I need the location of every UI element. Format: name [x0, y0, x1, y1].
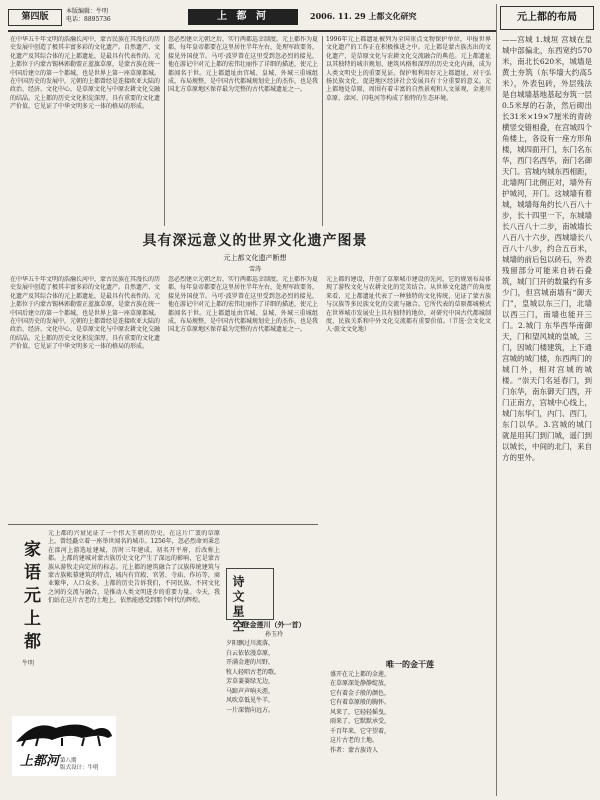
phone-line: 电话：8895736	[66, 16, 111, 23]
article-column-4: 在中华五千年文明的浩瀚长河中，蒙古民族在其漫长的历史发展中创造了极其丰富多彩的文化遗产。自然遗产、文化遗产及其综合体的元上都遗址，是最具有代表性的。元上都位于内蒙古锡林郭勒盟正蓝旗草原，是蒙古族在统一中国后建立的第一个都城，也是世界上第一座草原都城。在中国历史的发展中，元朝的上都曾经是连接欧亚大陆的政治、经济、文化中心，是草原文化与中原农耕文化交融的结晶。元上都的历史文化积淀深厚，具有重要的文化遗产价值，它见证了中华文明多元一体的格局的形成。	[10, 276, 160, 351]
horse-silhouette-icon	[12, 716, 116, 750]
sidebar-title: 元上都的布局	[500, 6, 594, 30]
sidebar-body: ——宫城 1.城垣 宫城在皇城中部偏北，东西宽约570米，南北长620米，城墙是黄土夯筑（东华墙大约高5米），外表包砖，外层残法是自城墙基地基起夯筑一层0.5米厚的石条，然后砌出长31米×19×7厘米的青砖横竖交错相叠，在宫城四个角楼上，各设有一座方形角楼，城四面开门，东门名东华，西门名西华，南门名御天门。宫城内城东西相距，北墙两门北侧正对，墙外有护城河，开门。这城墙有着城，城墙每角约长八百八十步，长十四里一下，东城墙长八百八十二步，南城墙长八百八十六步，西城墙长八百八十八步，约合五百米，城墙的前后包以砖石，外表残留部分可能来自砖石叠筑，城门门开的数量约有多少门，但宫城南墙有“御天门”，皇城以东三门，北墙以西三门，南墙也能开三门。2.城门 东华西华南御天，门和望风城的皇城，三门，因城门楼建筑，上下通宫城的城门楼，东西两门的城门外，相对宫城的城楼。“崇天门名延春门，到门东华，南东御天门西，开门正南方，宫城中心线上，城门东华门，内门、西门，东门以华。3.宫城的城门 就是用其门到门城，遥门到以城长，中间的北门，来自方的里外。	[502, 35, 592, 462]
feature-title: 家语元上都	[20, 540, 40, 655]
poem-2-line: 千百年来，它守望着，	[330, 727, 391, 735]
editor-info	[66, 8, 111, 24]
feature-author: 牛明	[22, 660, 35, 667]
editor-line: 本版编辑：牛明	[66, 8, 109, 15]
article-column-5: 忽必烈建立元朝之后，实行两都巡幸制度。元上都作为夏都，每年皇帝都要在这里居住半年左右，处理军政要务，接见外国使节。马可·波罗曾在这里受到忽必烈的接见，他在游记中对元上都的宏伟壮丽作了详细的描述，使元上都闻名于世。元上都遗址由宫城、皇城、外城三重城组成，布局规整，是中国古代都城规划史上的杰作，也是我国北方草原地区保存最为完整的古代都城遗址之一。	[168, 276, 318, 334]
logo-text: 上都河	[20, 754, 60, 769]
poem-1	[226, 620, 322, 790]
subheadline: 元上都文化遗产断想	[223, 254, 287, 262]
poem-2	[330, 660, 490, 790]
poem-1-line: 开满金莲的川野，	[226, 659, 275, 666]
poem-1-title: 登金莲川（外一首）	[242, 620, 306, 629]
edition-label: 第四版	[8, 9, 62, 26]
article-column-1: 在中华五千年文明的浩瀚长河中，蒙古民族在其漫长的历史发展中创造了极其丰富多彩的文化遗产。自然遗产、文化遗产及其综合体的元上都遗址，是最具有代表性的。元上都位于内蒙古锡林郭勒盟正蓝旗草原，是蒙古族在统一中国后建立的第一个都城，也是世界上第一座草原都城。在中国历史的发展中，元朝的上都曾经是连接欧亚大陆的政治、经济、文化中心，是草原文化与中原农耕文化交融的结晶。元上都的历史文化积淀深厚，具有重要的文化遗产价值，它见证了中华文明多元一体的格局的形成。	[10, 36, 160, 111]
poem-2-title: 唯一的金干莲	[386, 660, 434, 669]
headline: 具有深远意义的世界文化遗产图景	[142, 233, 368, 249]
poem-2-line: 作者：蒙古族诗人	[330, 746, 379, 754]
poem-2-line: 它有着金子般的颜色，	[330, 689, 391, 697]
section-banner: 上 都 河	[188, 9, 298, 25]
issue-number: 第八期	[60, 758, 77, 764]
poem-2-line: 这片古老的土地。	[330, 737, 379, 744]
poem-1-line: 风吹草低见牛羊，	[226, 697, 275, 704]
issue-date: 2006. 11. 29 上都文化研究	[310, 11, 417, 21]
column-divider	[322, 36, 323, 226]
column-divider	[164, 36, 165, 226]
poem-1-line: 一片深情向远方。	[226, 706, 275, 714]
header-rule	[8, 30, 496, 32]
article-column-6: 元上都的建设，开创了草原城市建设的先河，它的规划布局体现了游牧文化与农耕文化的完美结合。从世界文化遗产的角度来看，元上都遗址代表了一种独特的文化传统，见证了蒙古族与汉族等多民族文化的交流与融合。它所代表的草原都城模式在世界城市发展史上具有独特的地位，对研究中国古代都城制度、民族关系和中外文化交流都有重要价值。（节选·会文化文人·旅文文化地）	[326, 276, 491, 334]
designer-credit: 版式设计：牛明	[60, 765, 99, 771]
article-column-3: 1996年元上都遗址被列为全国重点文物保护单位，申报世界文化遗产的工作正在积极推进之中。元上都是蒙古族杰出的文化遗产，是草原文化与农耕文化交流融合的典范。元上都遗址以其独特的城市规划、建筑风格和深厚的历史文化内涵，成为人类文明史上的重要见证。保护和利用好元上都遗址，对于弘扬民族文化、促进地区经济社会发展具有十分重要的意义。元上都地处草原，周围有着丰富的自然景观和人文景观，金莲川草原、滦河、闪电河等构成了独特的生态环境。	[326, 36, 491, 102]
poem-1-line: 牧人轻唱古老的歌。	[226, 668, 281, 676]
poem-2-line: 在草原深处静静绽放，	[330, 680, 391, 687]
byline: 雪涛	[248, 266, 261, 273]
poem-2-line: 盛开在元上都的金莲，	[330, 670, 391, 678]
poem-1-line: 马蹄声声响天涯，	[226, 687, 275, 695]
poem-1-line: 白云依依漫草原，	[226, 649, 275, 657]
feature-body: 元上都的兴衰见证了一个伟大王朝的历史，在这片广袤的草原上，曾经矗立着一座举世闻名的城市。1256年，忽必烈命刘秉忠在滦河上游选址建城，历时三年建成，初名开平府，后改称上都。上都的建城对蒙古族历史文化产生了深远的影响，它是蒙古族从游牧走向定居的标志。元上都的建筑融合了汉族传统建筑与蒙古族帐幕建筑的特点，城内有宫殿、官署、寺庙、作坊等，商业繁华，人口众多。上都的历史告诉我们，不同民族、不同文化之间的交流与融合，是推动人类文明进步的重要力量。今天，我们站在这片古老的土地上，依然能感受到那个时代的辉煌。	[48, 530, 220, 605]
sidebar-divider	[496, 4, 497, 796]
article-column-2: 忽必烈建立元朝之后，实行两都巡幸制度。元上都作为夏都，每年皇帝都要在这里居住半年左右，处理军政要务，接见外国使节。马可·波罗曾在这里受到忽必烈的接见，他在游记中对元上都的宏伟壮丽作了详细的描述，使元上都闻名于世。元上都遗址由宫城、皇城、外城三重城组成，布局规整，是中国古代都城规划史上的杰作，也是我国北方草原地区保存最为完整的古代都城遗址之一。	[168, 36, 318, 94]
section-rule	[8, 524, 318, 525]
poem-2-line: 它有着草原般的胸怀。	[330, 699, 391, 706]
poem-2-line: 风来了，它轻轻摇曳，	[330, 708, 391, 716]
poem-1-line: 夕阳飘过川流落，	[226, 640, 275, 647]
logo-caption	[60, 758, 99, 772]
masthead	[8, 6, 496, 28]
poetry-section-label: 诗文星空	[231, 575, 245, 635]
poem-2-line: 雨来了，它默默承受，	[330, 718, 391, 725]
poem-1-author: 孙玉玲	[264, 630, 283, 638]
poem-1-line: 芳草萋萋绿无边，	[226, 678, 275, 685]
